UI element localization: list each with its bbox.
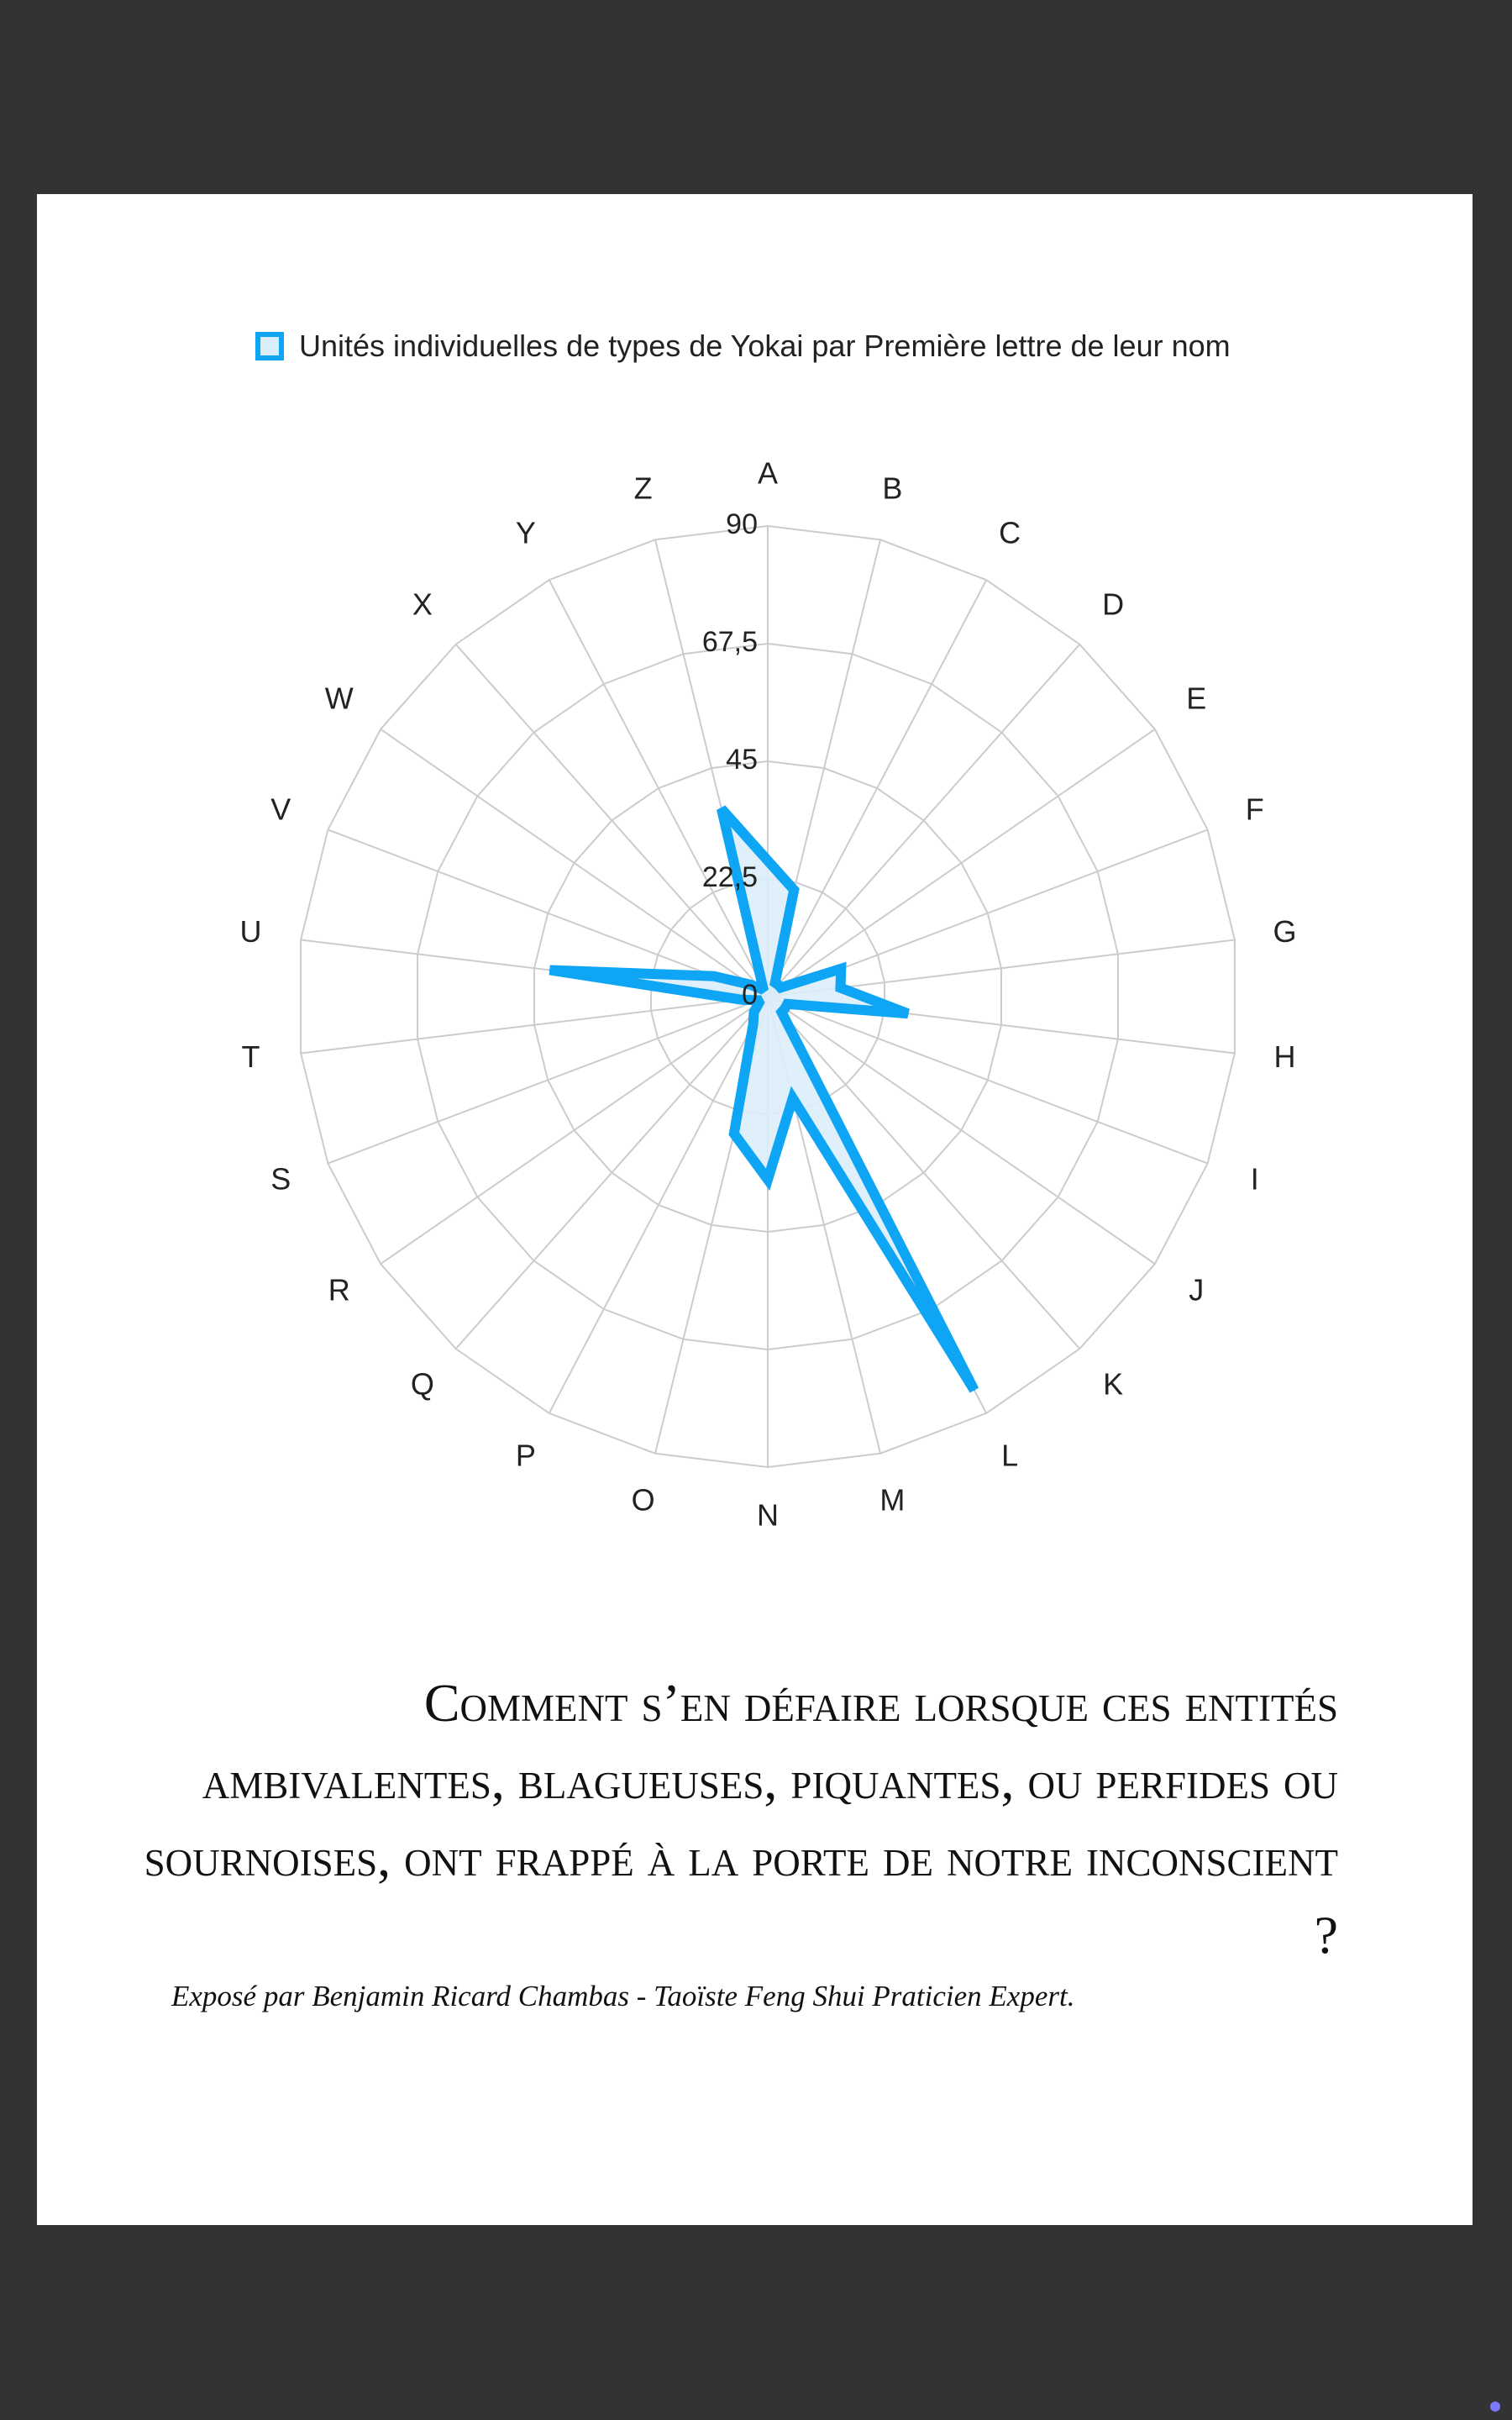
data-point-i: [786, 1003, 788, 1005]
page-title: Comment s’en défaire lorsque ces entités ambivalentes, blagueuses, piquantes, ou perfides ou sournoises, ont frappé à la porte de notre inconscient ?: [144, 1673, 1338, 1965]
data-point-e: [780, 986, 781, 988]
data-point-v: [713, 976, 715, 977]
radial-tick-label: 45: [726, 743, 758, 776]
data-series-area: [550, 808, 974, 1390]
data-point-n: [767, 1179, 769, 1181]
grid-spoke: [328, 997, 768, 1164]
grid-spoke: [549, 997, 768, 1413]
axis-label-g: G: [1273, 913, 1297, 949]
axis-label-s: S: [270, 1161, 291, 1197]
data-point-m: [792, 1097, 794, 1099]
data-point-x: [760, 988, 762, 990]
data-point-q: [753, 1012, 754, 1013]
axis-label-f: F: [1245, 792, 1264, 827]
axis-label-u: U: [239, 913, 262, 949]
axis-label-m: M: [879, 1482, 906, 1518]
indicator-dot: [1490, 2402, 1500, 2412]
axis-label-d: D: [1102, 587, 1125, 622]
axis-label-w: W: [324, 681, 354, 716]
radial-tick-label: 0: [742, 978, 758, 1011]
axis-label-y: Y: [515, 515, 536, 550]
data-point-d: [777, 984, 779, 986]
axis-label-t: T: [241, 1039, 260, 1075]
data-point-u: [549, 969, 551, 971]
grid-spoke: [768, 644, 1079, 997]
radial-tick-label: 67,5: [701, 625, 758, 658]
radial-tick-label: 90: [726, 508, 758, 540]
data-point-z: [721, 808, 722, 809]
data-point-f: [840, 968, 842, 970]
data-point-y: [762, 986, 764, 988]
axis-label-a: A: [757, 455, 779, 491]
data-point-g: [839, 987, 841, 989]
data-point-h: [907, 1013, 909, 1014]
data-point-a: [767, 860, 769, 861]
axis-label-x: X: [412, 587, 433, 622]
author-byline: Exposé par Benjamin Ricard Chambas - Taoïste Feng Shui Praticien Expert.: [171, 1980, 1075, 2012]
radar-chart: [37, 194, 1473, 1623]
page-sheet: [37, 194, 1473, 2225]
axis-label-b: B: [882, 471, 903, 506]
axis-label-v: V: [270, 792, 291, 827]
axis-label-q: Q: [410, 1366, 434, 1402]
data-point-c: [774, 981, 776, 983]
axis-label-r: R: [328, 1272, 350, 1307]
data-point-l: [974, 1389, 975, 1391]
axis-label-e: E: [1186, 681, 1207, 716]
data-point-j: [784, 1007, 785, 1009]
grid-spoke: [456, 997, 768, 1349]
axis-label-c: C: [999, 515, 1021, 550]
data-point-b: [793, 889, 795, 891]
radial-tick-label: 22,5: [701, 860, 758, 893]
axis-label-j: J: [1189, 1272, 1205, 1307]
axis-label-z: Z: [633, 471, 653, 506]
legend-label: Unités individuelles de types de Yokai par Première lettre de leur nom: [299, 329, 1231, 363]
axis-label-h: H: [1273, 1039, 1296, 1075]
grid-spoke: [768, 580, 986, 997]
axis-label-i: I: [1250, 1161, 1259, 1197]
axis-label-k: K: [1103, 1366, 1124, 1402]
axis-label-p: P: [515, 1438, 536, 1473]
axis-label-n: N: [757, 1497, 779, 1533]
data-point-r: [759, 1002, 760, 1003]
axis-label-l: L: [1001, 1438, 1019, 1473]
data-point-k: [781, 1012, 783, 1013]
axis-label-o: O: [631, 1482, 655, 1518]
data-point-o: [733, 1133, 735, 1134]
data-point-p: [753, 1023, 754, 1025]
